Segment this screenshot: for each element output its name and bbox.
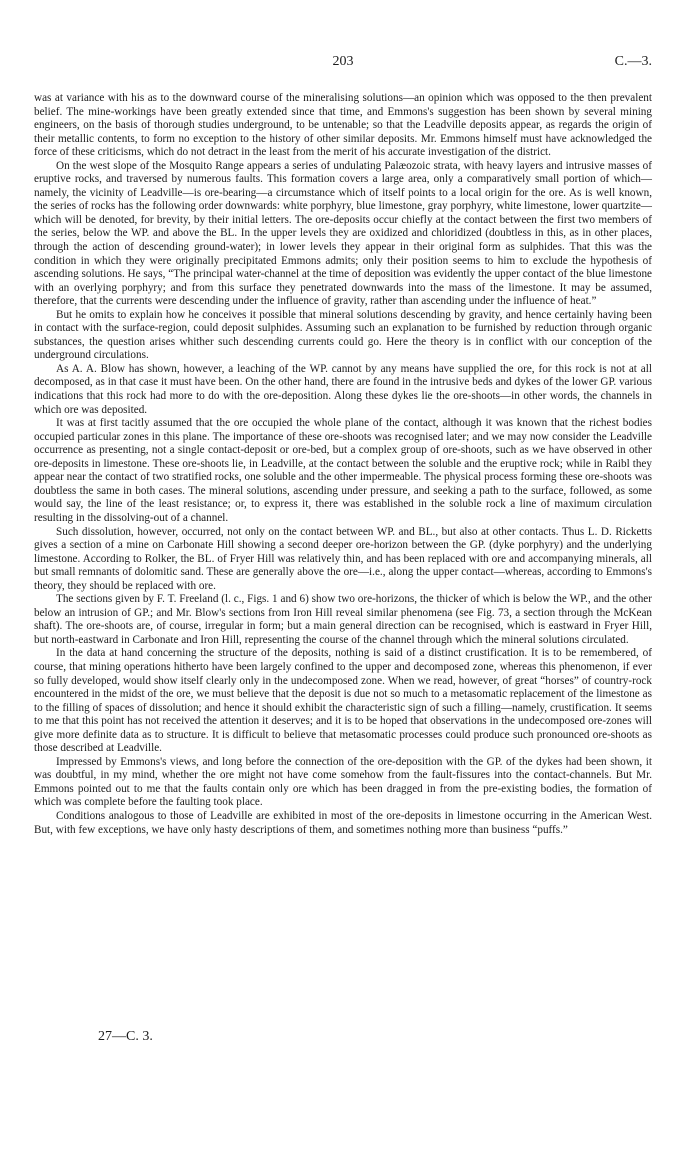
paragraph: The sections given by F. T. Freeland (l. c., Figs. 1 and 6) show two ore-horizons, the thicker of which is below the WP., and the other below an intrusion of GP.; and Mr. Blow's sections from Iron Hill reveal similar phenomena (see Fig. 73, a section through the McKean shaft). The ore-shoots are, of course, irregular in form; but a main general direction can be recognised, which is eastward in Fryer Hill, but north-eastward in Carbonate and Iron Hill, representing the course of the channel through which the mineral solutions circulated. bbox=[34, 593, 652, 646]
paragraph: In the data at hand concerning the structure of the deposits, nothing is said of a distinct crustification. It is to be remembered, of course, that mining operations hitherto have been largely confined to the upper and decomposed zone, whereas this phenomenon, if ever so fully developed, would show itself clearly only in the undecomposed zone. When we read, however, of great “horses” of country-rock encountered in the midst of the ore, we must believe that the deposit is due not so much to a metasomatic replacement of the limestone as to the filling of spaces of dissolution; and hence it should exhibit the characteristic sign of such a filling—namely, crustification. It seems to me that this point has not received the attention it deserves; and it is to be hoped that observations in the undecomposed ore-zones will give more definite data as to structure. It is difficult to believe that metasomatic processes could produce such pronounced ore-shoots as those described at Leadville. bbox=[34, 647, 652, 755]
paragraph: Conditions analogous to those of Leadville are exhibited in most of the ore-deposits in limestone occurring in the American West. But, with few exceptions, we have only hasty descriptions of them, and sometimes nothing more than business “puffs.” bbox=[34, 809, 652, 836]
page-number: 203 bbox=[332, 54, 354, 69]
document-reference: C.—3. bbox=[614, 54, 652, 69]
paragraph: As A. A. Blow has shown, however, a leaching of the WP. cannot by any means have supplied the ore, for this rock is not at all decomposed, as in that case it must have been. On the other hand, there are found in the intrusive beds and dykes of the lower GP. various indications that this rock had more to do with the ore-deposition. Along these dykes lie the ore-shoots—in other words, the channels in which ore was deposited. bbox=[34, 362, 652, 416]
paragraph: Such dissolution, however, occurred, not only on the contact between WP. and BL., but also at other contacts. Thus L. D. Ricketts gives a section of a mine on Carbonate Hill showing a second deeper ore-horizon between the GP. (dyke porphyry) and the underlying limestone. According to Rolker, the BL. of Fryer Hill was relatively thin, and has been replaced with ore and accompanying minerals, all but small remnants of dolomitic sand. These are generally above the ore—i.e., along the upper contact—whereas, according to Emmons's theory, they should be replaced with ore. bbox=[34, 525, 652, 592]
signature-mark: 27—C. 3. bbox=[98, 1029, 153, 1044]
paragraph: On the west slope of the Mosquito Range appears a series of undulating Palæozoic strata, with heavy layers and intrusive masses of eruptive rocks, and traversed by numerous faults. This formation covers a large area, only a comparatively small portion of which—namely, the vicinity of Leadville—is ore-bearing—a circumstance which of itself points to a local origin for the ore. As is well known, the series of rocks has the following order downwards: white porphyry, blue limestone, gray porphyry, white limestone, lower quartzite—which will be denoted, for brevity, by their initial letters. The ore-deposits occur chiefly at the contact between the first two members of the series, below the WP. and above the BL. In the upper levels they are oxidized and chloridized (doubtless in this, as in other places, through the action of descending ground-water); in lower levels they appear in their original form as sulphides. That this was the condition in which they were originally precipitated Emmons admits; only their position seems to him to exclude the hypothesis of ascending solutions. He says, “The principal water-channel at the time of deposition was evidently the upper contact of the blue limestone with an overlying porphyry; and from this surface they penetrated downwards into the mass of the limestone. It may be assumed, therefore, that the currents were descending under the influence of gravity, rather than ascending under the influence of heat.” bbox=[34, 159, 653, 308]
paragraph: It was at first tacitly assumed that the ore occupied the whole plane of the contact, although it was known that the richest bodies occupied particular zones in this plane. The importance of these ore-shoots was recognised later; and we may now consider the Leadville occurrence as presenting, not a single contact-deposit or ore-bed, but a complex group of ore-shoots, such as we have observed in other ore-deposits in limestone. These ore-shoots lie, in Leadville, at the contact between the soluble and the eruptive rock; while in Raibl they appear near the contact of two stratified rocks, one soluble and the other impermeable. The physical process forming these ore-shoots was doubtless the same in both cases. The mineral solutions, ascending under pressure, and seeking a path to the surface, followed, as some would say, the line of the least resistance; or, to express it, there was established in the soluble rock a line of maximum circulation resulting in the dissolving-out of a channel. bbox=[34, 417, 652, 524]
body-text bbox=[34, 92, 652, 837]
paragraph: Impressed by Emmons's views, and long before the connection of the ore-deposition with the GP. of the dykes had been shown, it was doubtful, in my mind, whether the ore might not have come somehow from the fault-fissures into the contact-channels. But Mr. Emmons pointed out to me that the faults contain only ore which has been dragged in from the pre-existing bodies, the formation of which was complete before the faulting took place. bbox=[34, 755, 652, 809]
paragraph: was at variance with his as to the downward course of the mineralising solutions—an opinion which was opposed to the then prevalent belief. The mine-workings have been greatly extended since that time, and Emmons's suggestion has been shown by several mining engineers, on the basis of thorough studies underground, to be untenable; so that the Leadville deposits appear, as regards the origin of their metallic contents, to form no exception to the history of other similar deposits. Mr. Emmons himself must have acknowledged the force of these criticisms, which do not detract in the least from the merit of his accurate investigation of the district. bbox=[34, 92, 652, 159]
page-header bbox=[34, 54, 652, 74]
paragraph: But he omits to explain how he conceives it possible that mineral solutions descending by gravity, and hence certainly having been in contact with the surface-region, could deposit sulphides. Assuming such an explanation to be furnished by reduction through organic substances, the question arises whither such descending currents could go. Here the theory is in conflict with our conception of the underground circulations. bbox=[34, 308, 652, 362]
